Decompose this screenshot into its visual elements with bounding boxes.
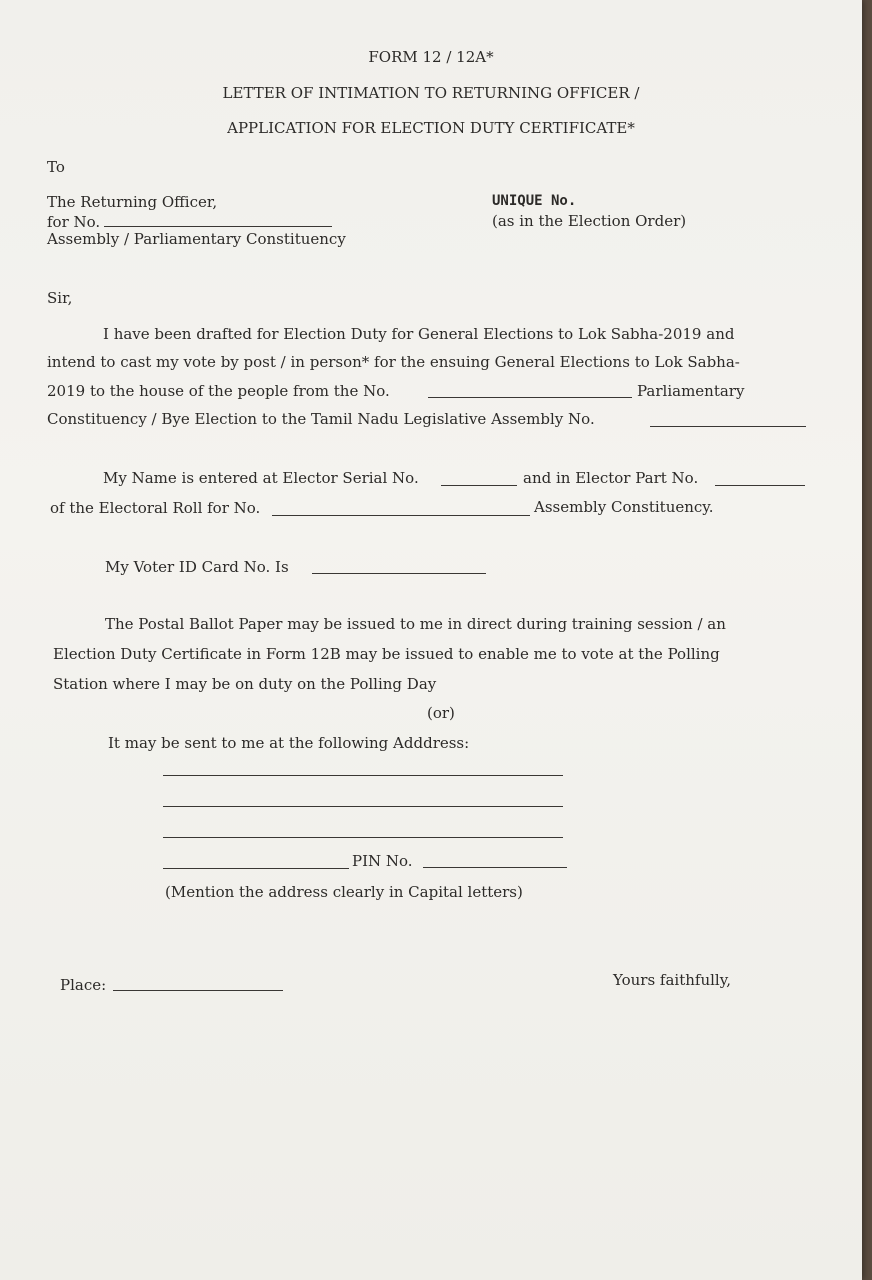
para3-line3: Station where I may be on duty on the Polling Day [53,675,437,693]
elector-serial-field[interactable] [441,485,517,486]
address-line-3[interactable] [163,837,563,838]
to-label: To [47,158,65,176]
form-number: FORM 12 / 12A* [368,48,494,66]
address-note: (Mention the address clearly in Capital letters) [165,883,523,901]
address-line-4[interactable] [163,868,349,869]
form-title-line1: LETTER OF INTIMATION TO RETURNING OFFICER / [222,84,640,102]
address-line-1[interactable] [163,775,563,776]
para1-line3a: 2019 to the house of the people from the No. [47,382,390,400]
voter-id-field[interactable] [312,573,486,574]
para1-line3b: Parliamentary [637,382,745,400]
form-title-line2: APPLICATION FOR ELECTION DUTY CERTIFICATE* [227,119,635,137]
voter-id-label: My Voter ID Card No. Is [105,558,289,576]
para3-line2: Election Duty Certificate in Form 12B may be issued to enable me to vote at the Polling [53,645,720,663]
unique-no-label: UNIQUE No. [492,193,577,209]
unique-no-note: (as in the Election Order) [492,212,687,230]
pin-field[interactable] [423,867,567,868]
for-no-field[interactable] [104,226,332,227]
assembly-constituency-label: Assembly Constituency. [534,498,714,516]
for-no-label: for No. [47,213,101,231]
parliamentary-no-field[interactable] [428,397,632,398]
elector-part-label: and in Elector Part No. [523,469,699,487]
pin-label: PIN No. [352,852,413,870]
elector-serial-label: My Name is entered at Elector Serial No. [103,469,419,487]
place-label: Place: [60,976,107,994]
or-text: (or) [427,704,455,722]
constituency-label: Assembly / Parliamentary Constituency [47,230,346,248]
electoral-roll-field[interactable] [272,515,530,516]
electoral-roll-label: of the Electoral Roll for No. [50,499,261,517]
place-field[interactable] [113,990,283,991]
address-prompt: It may be sent to me at the following Adddress: [108,734,470,752]
para3-line1: The Postal Ballot Paper may be issued to me in direct during training session / an [105,615,726,633]
salutation: Sir, [47,289,73,307]
elector-part-field[interactable] [715,485,805,486]
para1-line2: intend to cast my vote by post / in person* for the ensuing General Elections to Lok Sabha- [47,353,740,371]
para1-line4: Constituency / Bye Election to the Tamil Nadu Legislative Assembly No. [47,410,595,428]
closing: Yours faithfully, [613,971,731,989]
assembly-no-field[interactable] [650,426,806,427]
recipient: The Returning Officer, [47,193,218,211]
address-line-2[interactable] [163,806,563,807]
para1-line1: I have been drafted for Election Duty for General Elections to Lok Sabha-2019 and [103,325,735,343]
